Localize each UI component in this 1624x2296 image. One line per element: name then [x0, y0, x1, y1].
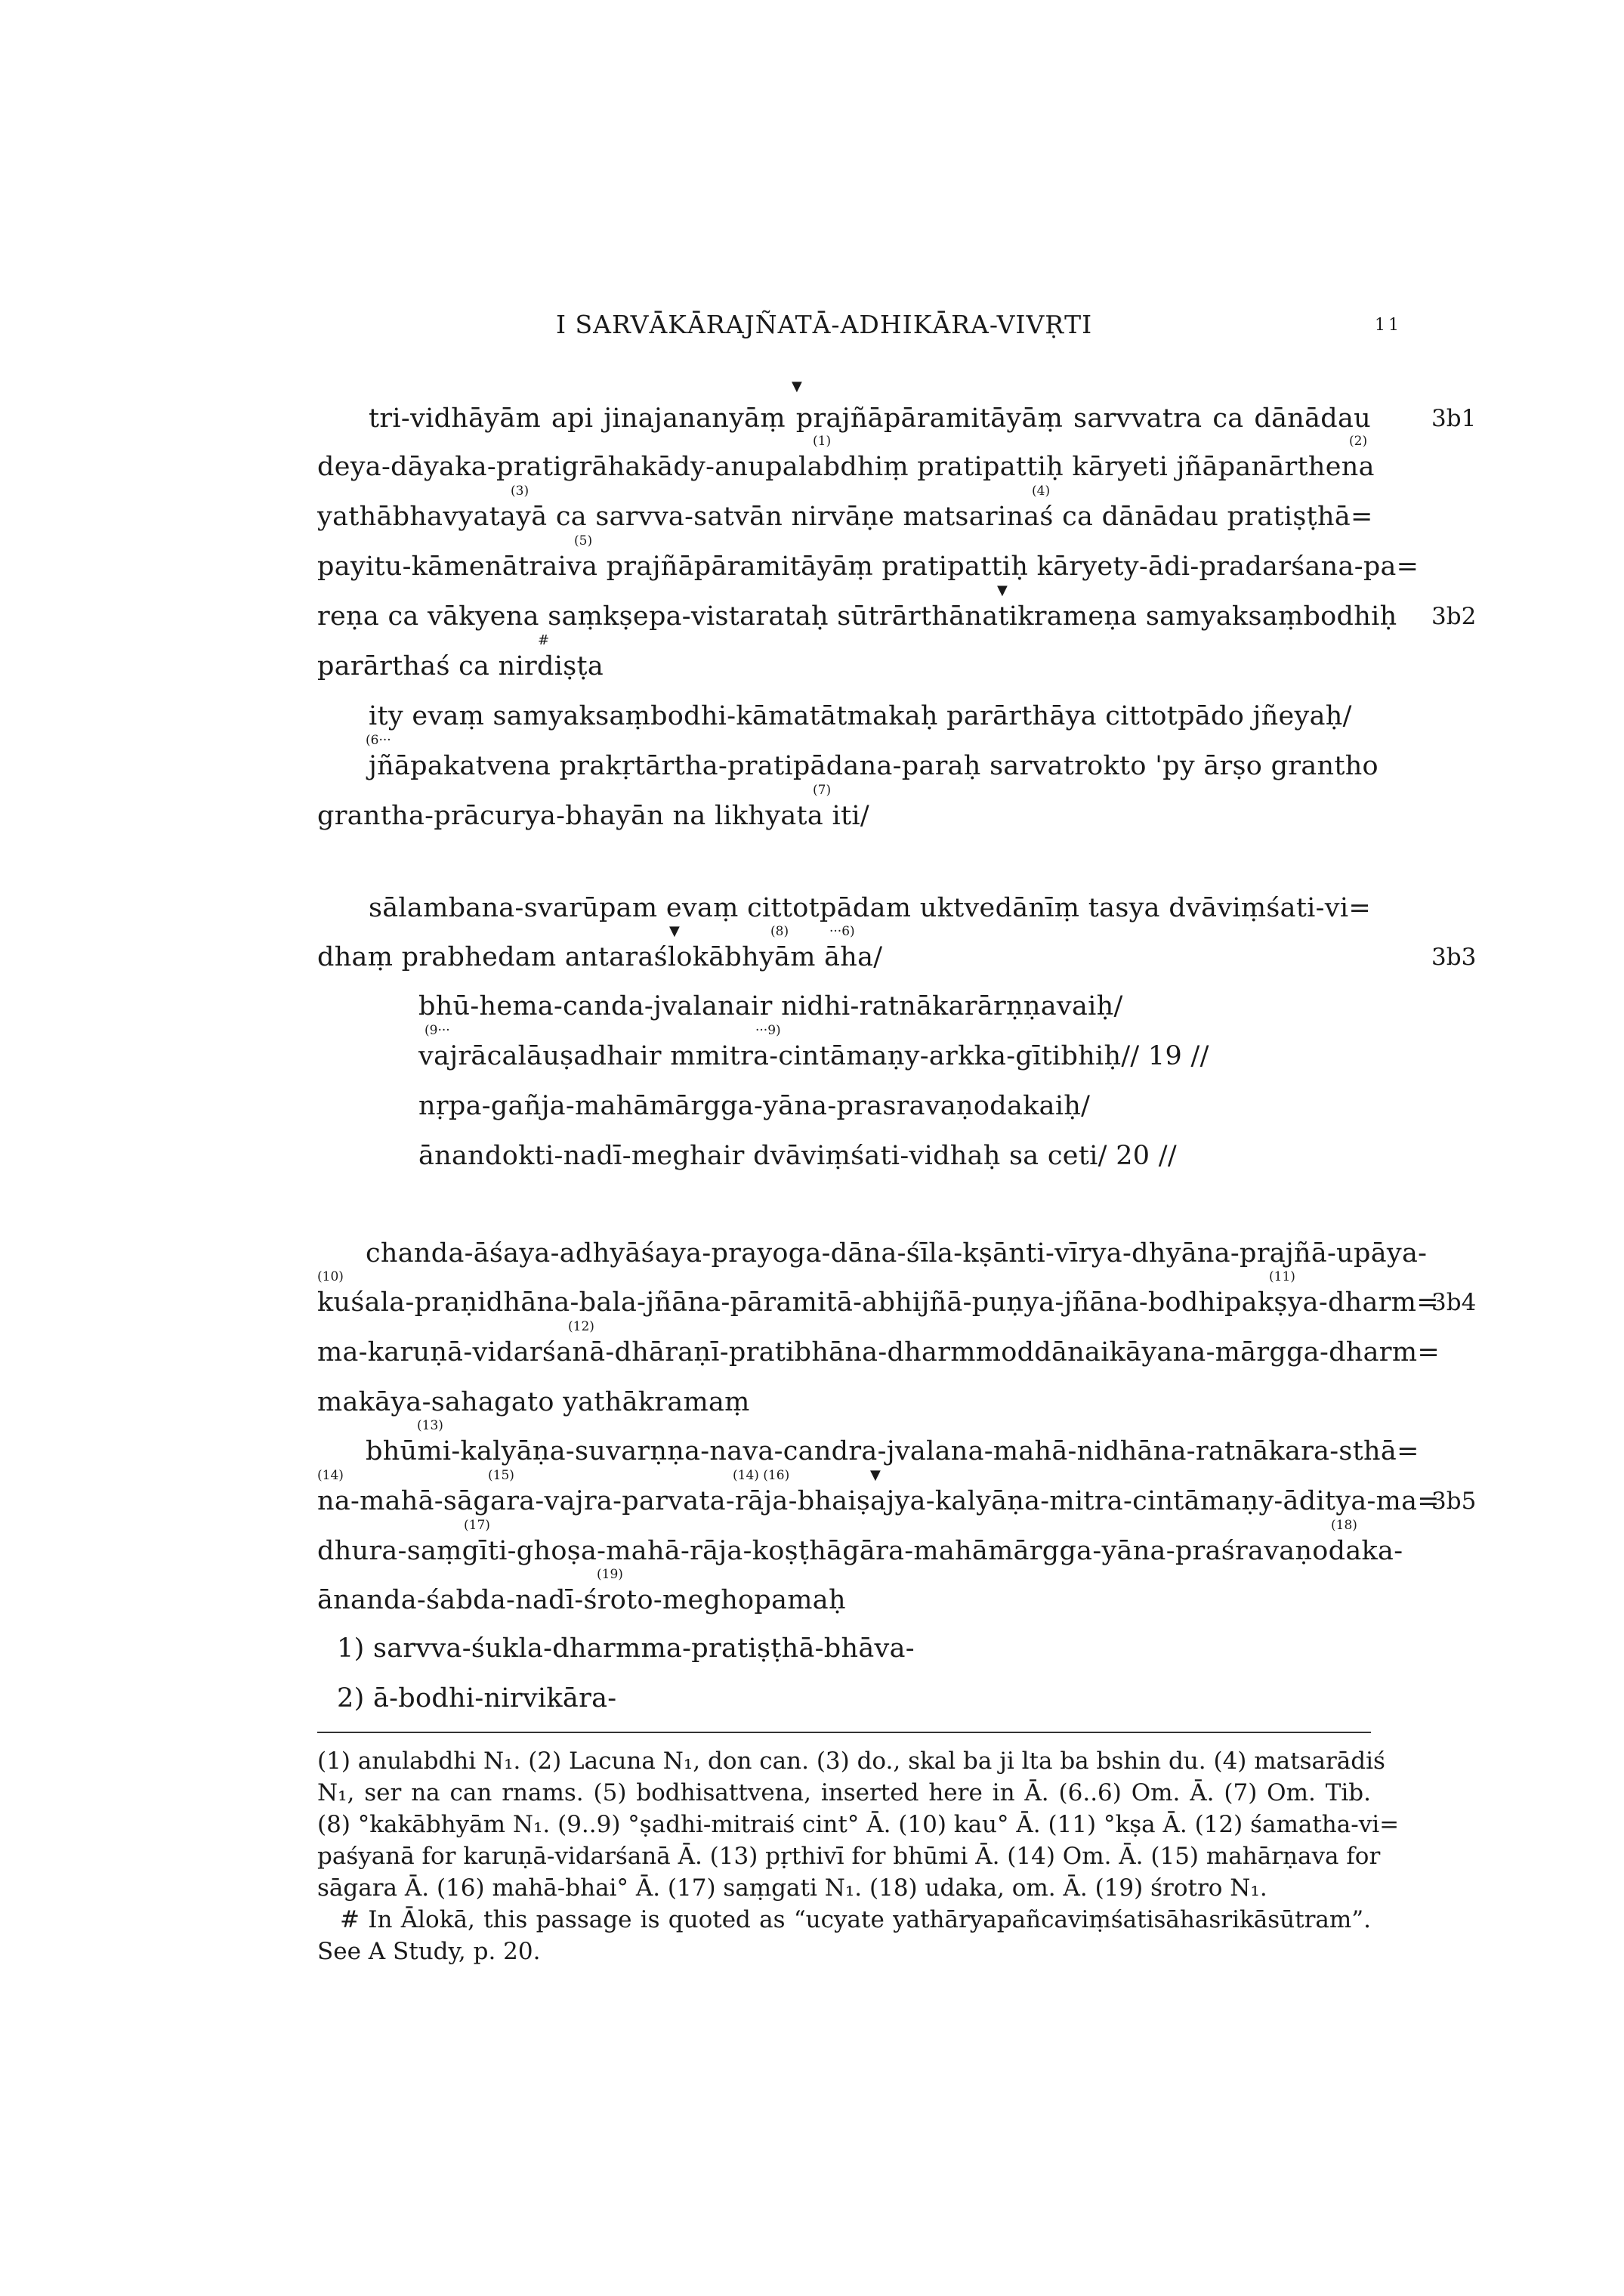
text-line: ma-karuṇā-vidarśanā-dhāraṇī-pratibhāna-dharmmoddānaikāyana-mārgga-dharm= — [317, 1337, 1440, 1367]
note-marker: (3) — [511, 484, 529, 499]
verse-line: vajrācalāuṣadhair mmitra-cintāmaṇy-arkka-gītibhiḥ// 19 // — [418, 1041, 1209, 1071]
footnote-line: (8) °kakābhyām N₁. (9..9) °ṣadhi-mitraiś cint° Ā. (10) kau° Ā. (11) °kṣa Ā. (12) śamatha-vi= — [317, 1811, 1400, 1838]
verse-line: bhū-hema-canda-jvalanair nidhi-ratnākarārṇṇavaiḥ/ — [418, 991, 1123, 1021]
note-marker: (9··· — [425, 1023, 450, 1038]
footnote-separator — [317, 1732, 1371, 1733]
margin-ref-3b1: 3b1 — [1431, 405, 1477, 432]
note-marker: (7) — [813, 783, 832, 798]
text-line: bhūmi-kalyāṇa-suvarṇṇa-nava-candra-jvalana-mahā-nidhāna-ratnākara-sthā= — [366, 1436, 1419, 1466]
note-marker: (19) — [597, 1567, 623, 1582]
text-line: na-mahā-sāgara-vajra-parvata-rāja-bhaiṣajya-kalyāṇa-mitra-cintāmaṇy-āditya-ma= — [317, 1486, 1440, 1516]
note-marker: (1) — [813, 434, 832, 449]
footnote-note: # In Ālokā, this passage is quoted as “ucyate yathāryapañcaviṃśatisāhasrikāsūtram”. — [340, 1906, 1371, 1933]
note-marker: ···9) — [755, 1023, 781, 1038]
note-marker: (12) — [568, 1319, 594, 1334]
footnote-line: (1) anulabdhi N₁. (2) Lacuna N₁, don can. (3) do., skal ba ji lta ba bshin du. (4) matsarādiś — [317, 1747, 1385, 1775]
text-line: chanda-āśaya-adhyāśaya-prayoga-dāna-śīla-kṣānti-vīrya-dhyāna-prajñā-upāya- — [366, 1238, 1428, 1269]
margin-ref-3b3: 3b3 — [1431, 944, 1477, 971]
note-marker: (6··· — [366, 733, 391, 748]
text-line: sālambana-svarūpam evaṃ cittotpādam uktvedānīṃ tasya dvāviṃśati-vi= — [369, 893, 1371, 923]
note-marker: (10) — [317, 1269, 344, 1284]
note-marker: (14) (16) — [733, 1468, 790, 1483]
note-marker: (18) — [1331, 1518, 1357, 1533]
text-line: makāya-sahagato yathākramaṃ — [317, 1387, 750, 1417]
note-marker: (11) — [1269, 1269, 1295, 1284]
verse-line: nṛpa-gañja-mahāmārgga-yāna-prasravaṇodakaiḥ/ — [418, 1091, 1091, 1121]
footnote-line: paśyanā for karuṇā-vidarśanā Ā. (13) pṛthivī for bhūmi Ā. (14) Om. Ā. (15) mahārṇava for — [317, 1843, 1381, 1870]
note-marker: ···6) — [829, 924, 855, 939]
list-item: 2) ā-bodhi-nirvikāra- — [337, 1683, 617, 1714]
footnote-note: See A Study, p. 20. — [317, 1938, 541, 1965]
variant-triangle-marker: ▼ — [870, 1467, 881, 1483]
text-line: parārthaś ca nirdiṣṭa — [317, 651, 604, 681]
note-marker: (5) — [574, 533, 593, 549]
variant-triangle-marker: ▼ — [669, 923, 680, 939]
text-line: deya-dāyaka-pratigrāhakādy-anupalabdhiṃ pratipattiḥ kāryeti jñāpanārthena — [317, 452, 1375, 482]
page-number: 11 — [1375, 316, 1402, 335]
margin-ref-3b4: 3b4 — [1431, 1289, 1477, 1316]
margin-ref-3b5: 3b5 — [1431, 1488, 1477, 1515]
text-line: kuśala-praṇidhāna-bala-jñāna-pāramitā-abhijñā-puṇya-jñāna-bodhipakṣya-dharm= — [317, 1287, 1439, 1318]
verse-line: ānandokti-nadī-meghair dvāviṃśati-vidhaḥ sa ceti/ 20 // — [418, 1141, 1177, 1171]
list-item: 1) sarvva-śukla-dharmma-pratiṣṭhā-bhāva- — [337, 1633, 915, 1664]
running-head-title: I SARVĀKĀRAJÑATĀ-ADHIKĀRA-VIVṚTI — [556, 310, 1093, 339]
variant-triangle-marker: ▼ — [997, 582, 1008, 598]
note-marker: (15) — [488, 1468, 514, 1483]
footnote-line: sāgara Ā. (16) mahā-bhai° Ā. (17) saṃgati N₁. (18) udaka, om. Ā. (19) śrotro N₁. — [317, 1874, 1267, 1902]
note-marker: (4) — [1032, 484, 1051, 499]
text-line: grantha-prācurya-bhayān na likhyata iti/ — [317, 801, 869, 831]
text-line: yathābhavyatayā ca sarvva-satvān nirvāṇe matsarinaś ca dānādau pratiṣṭhā= — [317, 502, 1373, 532]
note-marker: (13) — [417, 1418, 443, 1433]
text-line: jñāpakatvena prakṛtārtha-pratipādana-paraḥ sarvatrokto 'py ārṣo grantho — [369, 751, 1379, 781]
note-marker: (2) — [1349, 434, 1368, 449]
text-line: ity evaṃ samyaksaṃbodhi-kāmatātmakaḥ parārthāya cittotpādo jñeyaḥ/ — [369, 701, 1352, 731]
text-line: tri-vidhāyām api jinajananyāṃ prajñāpāramitāyāṃ sarvvatra ca dānādau — [369, 403, 1371, 434]
variant-triangle-marker: ▼ — [792, 379, 802, 394]
text-line: dhura-saṃgīti-ghoṣa-mahā-rāja-koṣṭhāgāra-mahāmārgga-yāna-praśravaṇodaka- — [317, 1536, 1403, 1566]
note-marker: (14) — [317, 1468, 344, 1483]
hash-marker: # — [538, 632, 550, 648]
margin-ref-3b2: 3b2 — [1431, 603, 1477, 630]
text-line: reṇa ca vākyena saṃkṣepa-vistarataḥ sūtrārthānatikrameṇa samyaksaṃbodhiḥ — [317, 601, 1397, 632]
text-line: payitu-kāmenātraiva prajñāpāramitāyāṃ pratipattiḥ kāryety-ādi-pradarśana-pa= — [317, 552, 1419, 582]
text-line: dhaṃ prabhedam antaraślokābhyām āha/ — [317, 942, 883, 972]
text-line: ānanda-śabda-nadī-śroto-meghopamaḥ — [317, 1585, 846, 1615]
note-marker: (8) — [770, 924, 789, 939]
note-marker: (17) — [464, 1518, 490, 1533]
footnote-line: N₁, ser na can rnams. (5) bodhisattvena, inserted here in Ā. (6..6) Om. Ā. (7) Om. Tib. — [317, 1779, 1371, 1806]
